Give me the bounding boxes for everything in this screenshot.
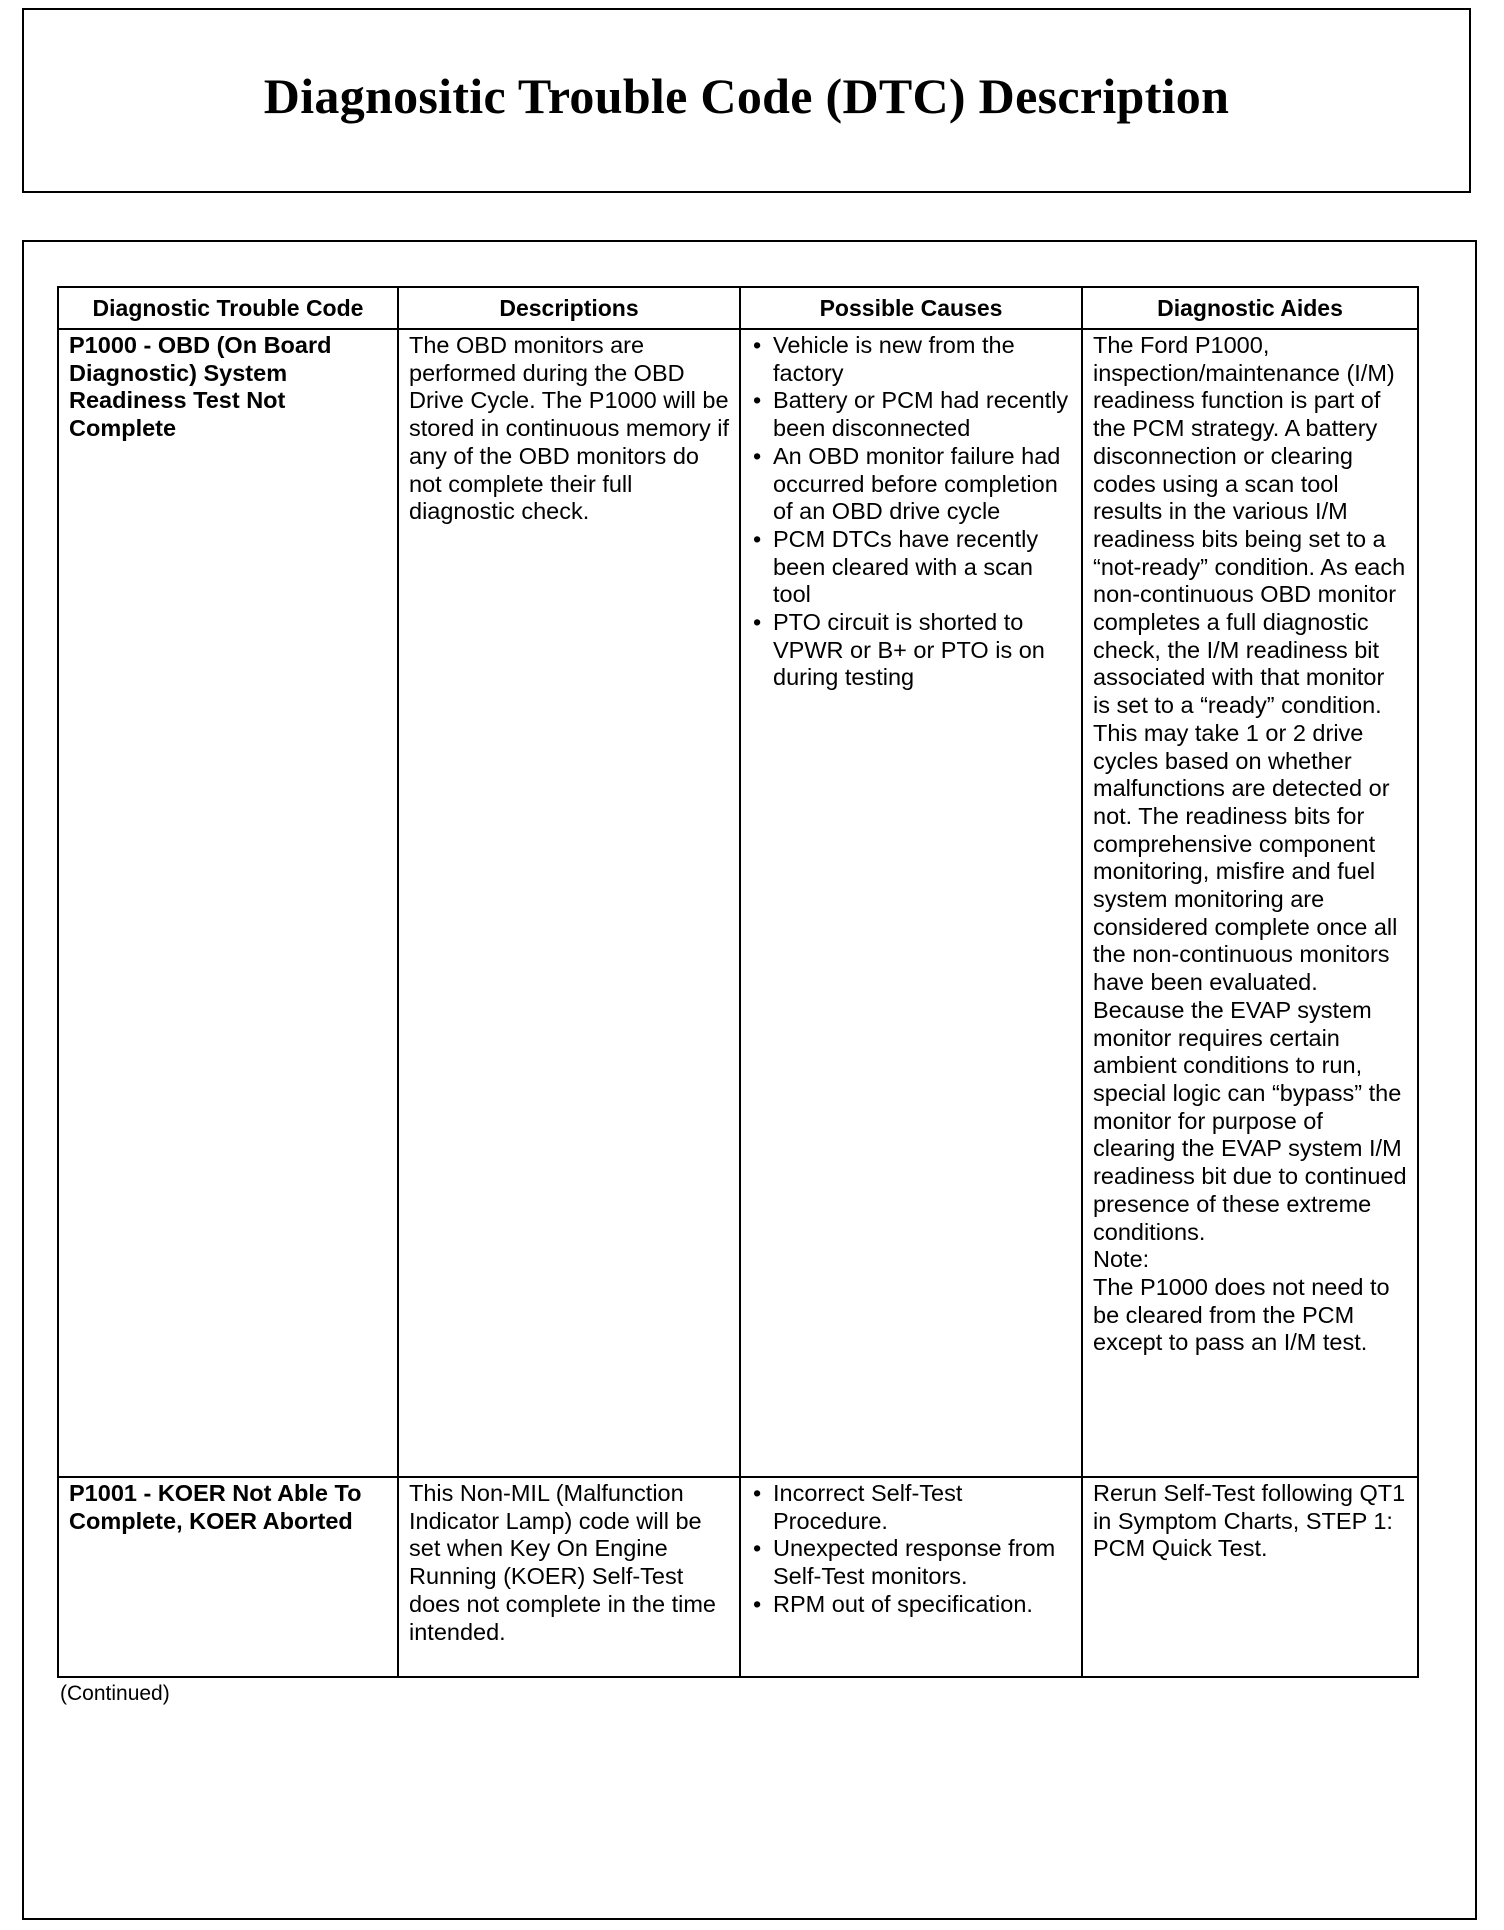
- table-header-row: [58, 287, 1418, 329]
- continued-label: (Continued): [60, 1682, 170, 1705]
- title-box: [22, 8, 1471, 193]
- aide-text: The Ford P1000, inspection/maintenance (I/M) readiness function is part of the PCM strategy. A battery disconnection or clearing codes using a scan tool results in the various I/M readiness bits being set to a “not-ready” condition. As each non-continuous OBD monitor completes a full diagnostic check, the I/M readiness bit associated with that monitor is set to a “ready” condition. This may take 1 or 2 drive cycles based on whether malfunctions are detected or not. The readiness bits for comprehensive component monitoring, misfire and fuel system monitoring are considered complete once all the non-continuous monitors have been evaluated. Because the EVAP system monitor requires certain ambient conditions to run, special logic can “bypass” the monitor for purpose of clearing the EVAP system I/M readiness bit due to continued presence of these extreme conditions.: [1093, 332, 1407, 1245]
- cause-item: • An OBD monitor failure had occurred before completion of an OBD drive cycle: [751, 443, 1071, 526]
- dtc-table: [57, 286, 1419, 1678]
- aide-text: Rerun Self-Test following QT1 in Symptom Charts, STEP 1: PCM Quick Test.: [1093, 1480, 1406, 1562]
- header-descriptions: Descriptions: [398, 287, 740, 329]
- dtc-description: The OBD monitors are performed during the OBD Drive Cycle. The P1000 will be stored in continuous memory if any of the OBD monitors do not complete their full diagnostic check.: [398, 329, 740, 1477]
- dtc-description: This Non-MIL (Malfunction Indicator Lamp) code will be set when Key On Engine Running (KOER) Self-Test does not complete in the time intended.: [398, 1477, 740, 1677]
- page-title: Diagnositic Trouble Code (DTC) Description: [263, 67, 1230, 124]
- dtc-aides: [1082, 329, 1418, 1477]
- table-row: [58, 1477, 1418, 1677]
- dtc-aides: [1082, 1477, 1418, 1677]
- cause-item: • RPM out of specification.: [751, 1591, 1071, 1619]
- aide-note-text: The P1000 does not need to be cleared from the PCM except to pass an I/M test.: [1093, 1273, 1390, 1356]
- header-possible-causes: Possible Causes: [740, 287, 1082, 329]
- table-row: [58, 329, 1418, 1477]
- header-diagnostic-aides: Diagnostic Aides: [1082, 287, 1418, 329]
- cause-item: • Battery or PCM had recently been disconnected: [751, 387, 1071, 442]
- cause-item: • Unexpected response from Self-Test monitors.: [751, 1535, 1071, 1590]
- header-code: Diagnostic Trouble Code: [58, 287, 398, 329]
- dtc-causes: [740, 329, 1082, 1477]
- aide-note-label: Note:: [1093, 1246, 1150, 1273]
- cause-item: • PCM DTCs have recently been cleared with a scan tool: [751, 526, 1071, 609]
- cause-item: • Vehicle is new from the factory: [751, 332, 1071, 387]
- dtc-code: P1001 - KOER Not Able To Complete, KOER Aborted: [58, 1477, 398, 1677]
- cause-item: • Incorrect Self-Test Procedure.: [751, 1480, 1071, 1535]
- dtc-code: P1000 - OBD (On Board Diagnostic) System Readiness Test Not Complete: [58, 329, 398, 1477]
- cause-item: • PTO circuit is shorted to VPWR or B+ or PTO is on during testing: [751, 609, 1071, 692]
- dtc-causes: [740, 1477, 1082, 1677]
